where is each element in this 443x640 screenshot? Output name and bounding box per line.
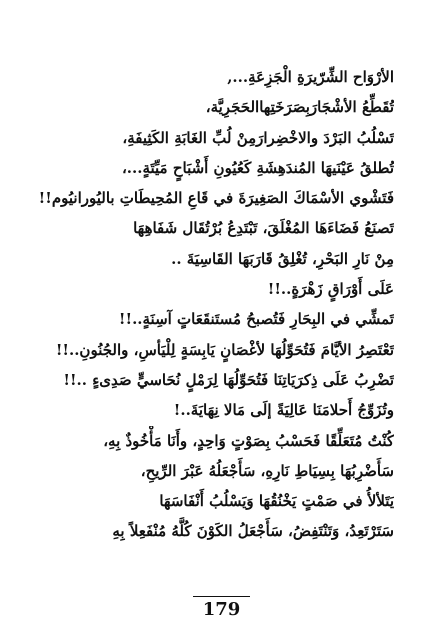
text-line: الأرْوَاح الشِّرّيرَةِ الْجَزِعَةِ..., [227,68,394,86]
text-line: تُقَطِّعُ الأشْجَارَبِصَرَخَتِهاالحَجَرِيَّة، [205,98,394,117]
text-line: سَتَرْتَعِدُ، وَتَنْتَفِضُ، سَأَجْعَلُ الكَوْنَ كُلَّهُ مُنْفَعِلاً بِهِ [112,522,394,541]
text-line: سَأَضْرِبُهَا بِسِيَاطِ نَارِهِ، سَأَجْعَلُهُ عَبْرَ الرِّيحِ، [140,461,394,480]
text-line: تَصنَعُ فَضَاءَهَا المُغْلَقَ، تَبْتَدِعُ بُرْتُقَال شَفَاهِهَا [133,219,394,238]
text-line: وتُزَوِّجُ أَحلامَنَا عَالِيَةً إلَى مَالا نِهَايَةَ..! [173,401,394,420]
text-line: عَلَى أَوْرَاقٍ زَهْرَةٍ..!! [267,280,394,299]
page-number: 179 [193,596,251,620]
text-line: فَتَشْوي الأسْمَاكَ الصَغِيرَةَ في قَاعِ المُحِيطَاتِ باليُورانيُوم!! [38,189,394,208]
text-line: تَسْلُبُ البَرْدَ والاخْضِرارَمِنْ لُبِّ الغَابَةِ الكَثِيفَةِ، [122,128,394,147]
text-line: كُنْتُ مُتَعَلِّقًا فَحَسْبُ بِصَوْتٍ وَاحِدٍ، وأَنَا مَأْخُوذٌ بِهِ، [103,431,394,450]
text-line: تُطلقُ عَيْنَيهَا المُندَهِشَةِ كَعُيُونِ أَشْبَاحٍ مَيِّتَةٍ...، [121,158,394,177]
text-line: تَمشِّي في البِحَارِ فَتُصبحُ مُستَنقَعَاتٍ آسِنَةٍ..!! [118,310,394,329]
page-footer [0,596,443,620]
text-line: تَعْتَصِرُ الأيَّامَ فَتُحَوِّلُهَا لأغْصَانٍ يَابِسَةٍ لِلْيَأسِ، والجُنُونِ..!! [55,340,394,359]
poem-text-block [34,62,394,547]
text-line: تَضْرِبُ عَلَى ذِكرَيَاتِنَا فَتُحَوِّلُهَا لِرَمْلٍ نُحَاسيٍّ صَدِىءٍ ..!! [63,370,394,389]
text-line: يَتَلألأُ في صَمْتٍ يَخْنُقُهَا وَيَسْلُبُ أَنْفَاسَهَا [159,492,394,511]
text-line: مِنْ نَارِ البَحْرِ، تُغْلِقُ قَارَبَهَا القَاسِيَةَ .. [171,249,394,268]
